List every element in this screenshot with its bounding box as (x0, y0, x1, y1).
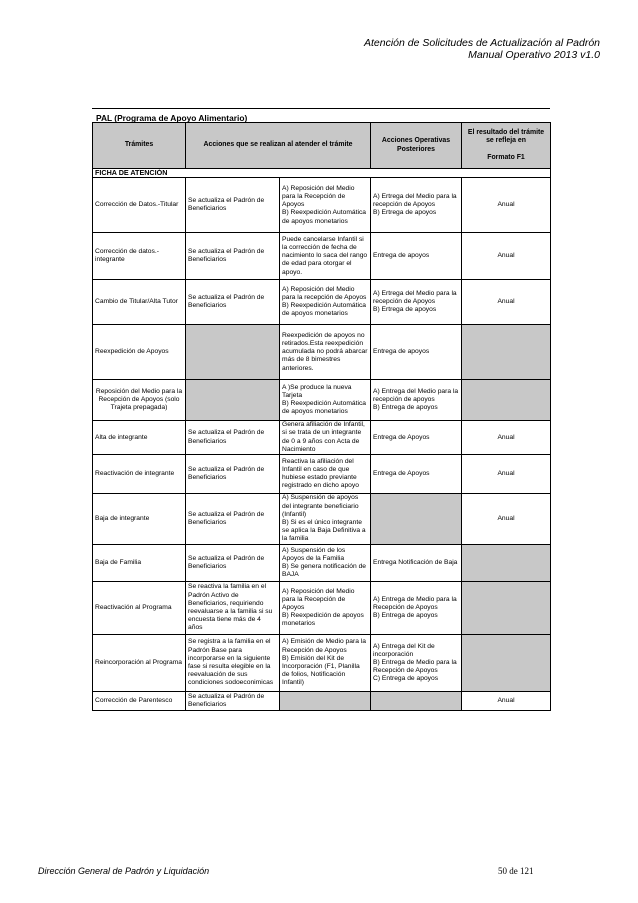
cell-accion: Se actualiza el Padrón de Beneficiarios (186, 692, 280, 711)
table-row (93, 582, 551, 635)
table-row (93, 635, 551, 692)
cell-operativa: A) Entrega del Kit de incorporación B) Entrega de Medio para la Recepción de Apoyos C) Entrega de apoyos (371, 635, 462, 692)
table-row (93, 325, 551, 380)
cell-tramite: Alta de integrante (93, 421, 186, 455)
cell-accion: Se registra a la familia en el Padrón Base para incorporarse en la siguiente fase si resulta elegible en la reevaluación de sus condiciones sodoeconimicas (186, 635, 280, 692)
col-resultado (462, 123, 551, 169)
cell-operativa (371, 692, 462, 711)
cell-detalle: A) Reposición del Medio para la Recepción de Apoyos B) Reexpedición de apoyos monetarios (280, 582, 371, 635)
cell-detalle: A) Emisión de Medio para la Recepción de Apoyos B) Emisión del Kit de Incorporación (F1, Planilla de folios, Notificación Infantil) (280, 635, 371, 692)
table-row (93, 178, 551, 233)
cell-accion: Se actualiza el Padrón de Beneficiarios (186, 494, 280, 545)
cell-accion: Se actualiza el Padrón de Beneficiarios (186, 455, 280, 494)
procedures-table (92, 122, 551, 711)
cell-tramite: Corrección de Datos.-Titular (93, 178, 186, 233)
cell-operativa (371, 494, 462, 545)
cell-accion (186, 380, 280, 421)
cell-detalle: Puede cancelarse Infantil si la corrección de fecha de nacimiento lo saca del rango de edad para otorgar el apoyo. (280, 233, 371, 280)
cell-accion: Se actualiza el Padrón de Beneficiarios (186, 545, 280, 582)
cell-detalle: A) Suspensión de los Apoyos de la Familia B) Se genera notificación de BAJA (280, 545, 371, 582)
cell-operativa: Entrega de apoyos (371, 233, 462, 280)
cell-tramite: Baja de Familia (93, 545, 186, 582)
cell-detalle: Reexpedición de apoyos no retirados.Esta reexpedición acumulada no podrá abarcar más de 8 bimestres anteriores. (280, 325, 371, 380)
col-formato: Formato F1 (487, 153, 525, 161)
cell-resultado: Anual (462, 494, 551, 545)
cell-resultado: Anual (462, 178, 551, 233)
header-subtitle: Manual Operativo 2013 v1.0 (468, 49, 600, 61)
cell-resultado (462, 635, 551, 692)
cell-tramite: Reincorporación al Programa (93, 635, 186, 692)
cell-tramite: Reposición del Medio para la Recepción de Apoyos (solo Trajeta prepagada) (93, 380, 186, 421)
cell-operativa: Entrega de Apoyos (371, 455, 462, 494)
title-rule (92, 108, 550, 109)
col-resultado-label: El resultado del trámite se refleja en (467, 129, 545, 145)
cell-detalle: A) Reposición del Medio para la recepción de Apoyos B) Reexpedición Automática de apoyos monetarios (280, 280, 371, 325)
cell-accion: Se reactiva la familia en el Padrón Activo de Beneficiarios, requiriendo reevaluarse a la familia si su encuesta tiene más de 4 años (186, 582, 280, 635)
col-operativas: Acciones Operativas Posteriores (371, 123, 462, 169)
cell-detalle: Reactiva la afiliación del Infantil en caso de que hubiese estado previante registrado en dicho apoyo (280, 455, 371, 494)
cell-tramite: Cambio de Titular/Alta Tutor (93, 280, 186, 325)
section-label: FICHA DE ATENCIÓN (93, 169, 551, 178)
cell-accion: Se actualiza el Padrón de Beneficiarios (186, 421, 280, 455)
cell-resultado (462, 380, 551, 421)
table-row (93, 421, 551, 455)
cell-resultado (462, 545, 551, 582)
table-row (93, 380, 551, 421)
cell-accion: Se actualiza el Padrón de Beneficiarios (186, 233, 280, 280)
col-acciones: Acciones que se realizan al atender el trámite (186, 123, 371, 169)
cell-operativa: A) Ertrega del Medio para la recepción de Apoyos B) Ertrega de apoyos (371, 280, 462, 325)
table-row (93, 545, 551, 582)
table-row (93, 455, 551, 494)
cell-operativa: Entrega de Apoyos (371, 421, 462, 455)
cell-tramite: Reactivación de integrante (93, 455, 186, 494)
cell-accion: Se actualiza el Padrón de Beneficiarios (186, 178, 280, 233)
cell-detalle: A) Reposición del Medio para la Recepción de Apoyos B) Reexpedición Automática de apoyos monetarios (280, 178, 371, 233)
table-header-row (93, 123, 551, 169)
cell-detalle: A )Se produce la nueva Tarjeta B) Reexpedición Automática de apoyos monetarios (280, 380, 371, 421)
cell-operativa: A) Entrega del Medio para la recepción de apoyos B) Entrega de apoyos (371, 380, 462, 421)
table-row (93, 233, 551, 280)
cell-tramite: Corrección de datos.-integrante (93, 233, 186, 280)
table-row (93, 280, 551, 325)
cell-accion: Se actualiza el Padrón de Beneficiarios (186, 280, 280, 325)
page-number: 50 de 121 (498, 866, 534, 876)
cell-resultado: Anual (462, 280, 551, 325)
cell-accion (186, 325, 280, 380)
cell-operativa: A) Ertrega del Medio para la recepción de Apoyos B) Ertrega de apoyos (371, 178, 462, 233)
header-title: Atención de Solicitudes de Actualización al Padrón (363, 37, 600, 49)
cell-operativa: A) Entrega de Medio para la Recepción de Apoyos B) Entrega de apoyos (371, 582, 462, 635)
cell-detalle: Genera afiliación de Infantil, si se trata de un integrante de 0 a 9 años con Acta de Nacimiento (280, 421, 371, 455)
cell-tramite: Baja de integrante (93, 494, 186, 545)
cell-detalle: A) Suspensión de apoyos del integrante beneficiario (Infantil) B) Si es el único integrante se aplica la Baja Definitiva a la familia (280, 494, 371, 545)
cell-tramite: Reexpedición de Apoyos (93, 325, 186, 380)
cell-resultado: Anual (462, 692, 551, 711)
cell-resultado (462, 582, 551, 635)
col-tramites: Trámites (93, 123, 186, 169)
footer-organization: Dirección General de Padrón y Liquidación (38, 866, 210, 876)
cell-resultado: Anual (462, 233, 551, 280)
cell-tramite: Corrección de Parentesco (93, 692, 186, 711)
table-title: PAL (Programa de Apoyo Alimentario) (96, 113, 248, 123)
cell-resultado (462, 325, 551, 380)
page-header (364, 37, 600, 61)
cell-resultado: Anual (462, 455, 551, 494)
cell-operativa: Entrega Notificación de Baja (371, 545, 462, 582)
cell-operativa: Entrega de apoyos (371, 325, 462, 380)
cell-detalle (280, 692, 371, 711)
cell-tramite: Reactivación al Programa (93, 582, 186, 635)
table-row (93, 494, 551, 545)
cell-resultado: Anual (462, 421, 551, 455)
table-row (93, 692, 551, 711)
